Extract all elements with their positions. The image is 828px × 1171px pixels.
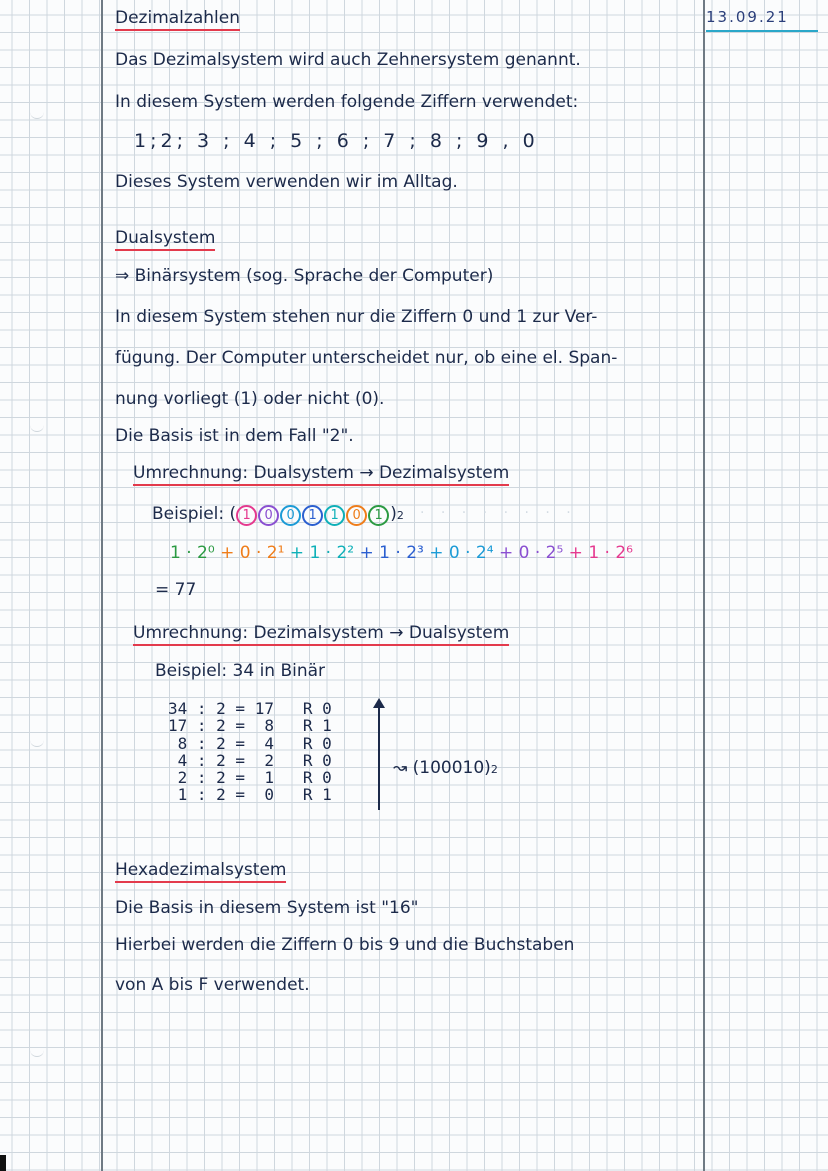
text-line: fügung. Der Computer unterscheidet nur, ob eine el. Span- [115, 348, 618, 368]
division-table [168, 700, 332, 804]
text-line: Hierbei werden die Ziffern 0 bis 9 und die Buchstaben [115, 935, 575, 955]
conversion-terms [170, 543, 633, 563]
heading-dezimalzahlen: Dezimalzahlen [115, 8, 240, 28]
conversion-result: = 77 [155, 580, 197, 600]
term: + 1 · 2² [289, 543, 355, 563]
corner-mark [0, 1155, 6, 1171]
digit-list: 1;2; 3 ; 4 ; 5 ; 6 ; 7 ; 8 ; 9 , 0 [134, 130, 539, 152]
text-line: nung vorliegt (1) oder nicht (0). [115, 389, 385, 409]
division-row: 2 : 2 = 1 R 0 [168, 768, 332, 788]
bit-circle: 0 [258, 505, 279, 526]
date-underline [706, 30, 818, 32]
base-subscript: 2 [490, 763, 498, 776]
example-label: Beispiel: [152, 504, 225, 524]
bit-circle: 1 [324, 505, 345, 526]
date: 13.09.21 [706, 8, 789, 26]
bit-circle: 1 [302, 505, 323, 526]
punch-hole-mark [30, 740, 44, 747]
up-arrow-line [378, 708, 380, 810]
heading-umrechnung-dual-dezimal: Umrechnung: Dualsystem → Dezimalsystem [133, 463, 509, 483]
text-line: Die Basis in diesem System ist "16" [115, 898, 419, 918]
heading-umrechnung-dezimal-dual: Umrechnung: Dezimalsystem → Dualsystem [133, 623, 509, 643]
bit-circle: 1 [236, 505, 257, 526]
text-line: In diesem System werden folgende Ziffern verwendet: [115, 92, 579, 112]
bit-circle: 1 [368, 505, 389, 526]
text-line: Das Dezimalsystem wird auch Zehnersystem genannt. [115, 50, 581, 70]
faint-marks: · · · · · · · · [420, 505, 577, 521]
division-row: 8 : 2 = 4 R 0 [168, 733, 332, 753]
heading-dualsystem: Dualsystem [115, 228, 215, 248]
example-34: Beispiel: 34 in Binär [155, 661, 326, 681]
text-line: In diesem System stehen nur die Ziffern 0 und 1 zur Ver- [115, 307, 598, 327]
term: + 1 · 2³ [359, 543, 424, 563]
punch-hole-mark [30, 425, 44, 432]
left-margin-line [101, 0, 103, 1171]
division-row: 4 : 2 = 2 R 0 [168, 750, 332, 770]
division-row: 34 : 2 = 17 R 0 [168, 699, 332, 718]
heading-hexadezimalsystem: Hexadezimalsystem [115, 860, 286, 880]
base-subscript: 2 [396, 509, 404, 522]
term: + 1 · 2⁶ [568, 543, 633, 563]
division-row: 1 : 2 = 0 R 1 [168, 785, 332, 805]
term: + 0 · 2⁵ [498, 543, 564, 563]
punch-hole-mark [30, 112, 44, 119]
term: 1 · 2⁰ [170, 543, 215, 563]
binary-result: ↝ (100010)2 [393, 758, 498, 778]
term: + 0 · 2¹ [220, 543, 285, 563]
text-line: Die Basis ist in dem Fall "2". [115, 426, 354, 446]
right-margin-line [703, 0, 705, 1171]
text-line: ⇒ Binärsystem (sog. Sprache der Computer) [115, 266, 494, 286]
bit-circle: 0 [280, 505, 301, 526]
division-row: 17 : 2 = 8 R 1 [168, 716, 332, 736]
punch-hole-mark [30, 1050, 44, 1057]
text-line: von A bis F verwendet. [115, 975, 310, 995]
term: + 0 · 2⁴ [429, 543, 494, 563]
text-line: Dieses System verwenden wir im Alltag. [115, 172, 458, 192]
bit-circle: 0 [346, 505, 367, 526]
example-bits: Beispiel: ( 1 0 0 1 1 0 1 )2 [152, 504, 404, 524]
up-arrow-icon [373, 698, 385, 708]
